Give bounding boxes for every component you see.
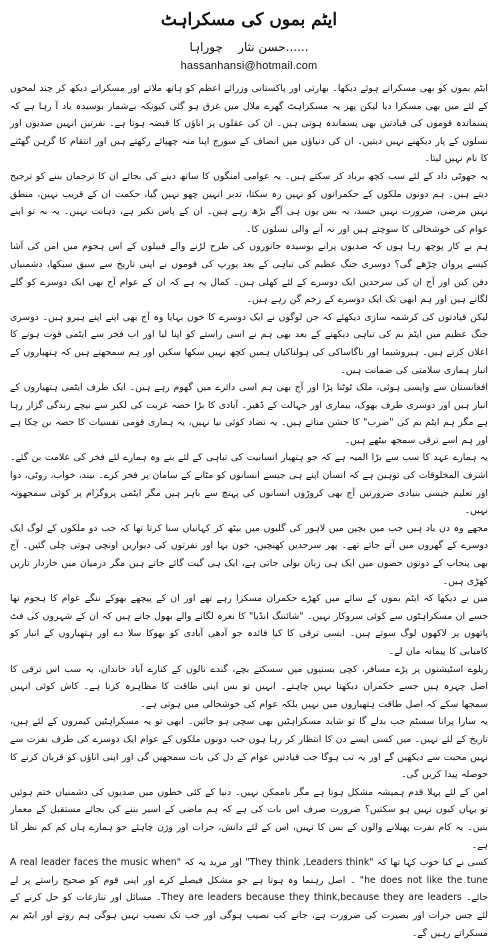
paragraph: افغانستان سے واپسی ہوئی، ملک ٹوٹنا پڑا اور آج بھی ہم اسی دائرے میں گھوم رہے ہیں۔ ایک طرف ایٹمی ہتھیاروں کے انبار ہیں اور دوسری طرف بھوک، بیماری اور جہالت کے ڈھیر۔ آبادی کا بڑا حصہ غربت کی لکیر سے نیچے زندگی گزار رہا ہے مگر ہم ایٹم بم کی "ضرب" کا جشن مناتے ہیں۔ یہ تضاد کوئی نیا نہیں، یہ ہماری قومی نفسیات کا حصہ بن چکا ہے اور ہم اسے ترقی سمجھ بیٹھے ہیں۔ bbox=[10, 382, 488, 446]
paragraph: میں نے دیکھا کہ ایٹم بموں کے سائے میں کھڑے حکمران مسکرا رہے تھے اور ان کے پیچھے بھوکے ننگے عوام کا ہجوم تھا جسے ان مسکراہٹوں سے کوئی سروکار نہیں۔ "شائننگ انڈیا" کا نعرہ لگانے والے بھول جاتے ہیں کہ ان کے شہروں کی فٹ پاتھوں پر لاکھوں لوگ سوتے ہیں۔ ایسی ترقی کا کیا فائدہ جو آدھی آبادی کو بھوکا سلا دے اور ہتھیاروں کے انبار کو کامیابی کا پیمانہ مان لے۔ bbox=[9, 593, 488, 657]
paragraph: کسی نے کیا خوب کہا تھا کہ "They think ,Leaders think" اور مزید یہ کہ "A real leader faces the music when he does not like the tune" ۔ اصل رہنما وہ ہوتا ہے جو مشکل فیصلے کرے اور اپنی قوم کو صحیح راستے پر لے جائے۔ They are leaders because they think,because they are leaders۔ مسائل اور تنازعات کو حل کرنے کے لئے جس جرات اور بصیرت کی ضرورت ہے، جانے کب نصیب ہوگی اور جب تک نصیب نہیں ہوگی ہم روتے اور ایٹم بم مسکراتے رہیں گے۔ bbox=[10, 857, 489, 939]
paragraph: لیکن قیادتوں کی کرشمہ سازی دیکھئے کہ جن لوگوں نے ایک دوسرے کا خون بہایا وہ آج بھی اپنے اپنے ہیرو ہیں۔ دوسری جنگ عظیم میں ایٹم بم کی تباہی دیکھنے کے بعد بھی ہم نے اسی راستے کو اپنا لیا اور اب فخر سے ایٹمی قوت ہونے کا اعلان کرتے ہیں۔ ہیروشیما اور ناگاساکی کی ہولناکیاں ہمیں کچھ نہیں سکھا سکیں اور ہم سمجھتے ہیں کہ ہتھیاروں کے انبار ہماری سلامتی کی ضمانت ہیں۔ bbox=[10, 311, 488, 376]
article-body bbox=[10, 80, 488, 942]
paragraph: یہ جھوٹی داد کے لئے سب کچھ برباد کر سکتے ہیں۔ یہ عوامی امنگوں کا ساتھ دینے کی بجائے ان کا ترجمان بننے کو ترجیح دیتے ہیں۔ ہم دونوں ملکوں کے حکمرانوں کو نہیں رہ سکتا، تدبر انہیں چھو نہیں گیا، حکمت ان کے قریب نہیں، منطق نہیں مرضی، ضرورت نہیں حسد، یہ بس یوں ہی آگے بڑھ رہے ہیں۔ ان کے پاس تکبر ہے، ذہانت نہیں۔ یہ نہ تو اپنے عوام کی خوشحالی کا سوچتے ہیں اور نہ آنے والی نسلوں کا۔ bbox=[10, 170, 488, 235]
paragraph: امن کے لئے پہلا قدم ہمیشہ مشکل ہوتا ہے مگر ناممکن نہیں۔ دنیا کے کئی خطوں میں صدیوں کی دشمنیاں ختم ہوئیں تو یہاں کیوں نہیں ہو سکتیں؟ ضرورت صرف اس بات کی ہے کہ ہم ماضی کے اسیر بننے کی بجائے مستقبل کے معمار بنیں۔ یہ کام نفرت پھیلانے والوں کے بس کا نہیں، اس کے لئے دانش، جرات اور وژن چاہئے جو ہمارے ہاں کم کم نظر آتا ہے۔ bbox=[10, 786, 488, 851]
author-email: hassanhansi@hotmail.com bbox=[180, 60, 318, 72]
article-title: ایٹم بموں کی مسکراہٹ bbox=[160, 10, 338, 30]
column-name: چوراہا...... bbox=[189, 40, 309, 54]
author-name: حسن نثار bbox=[238, 40, 286, 54]
paragraph: ہم بے کار پوچھ رہا ہوں کہ صدیوں پرانے بوسیدہ جانوروں کی طرح لڑنے والے قبیلوں کے اس ہجوم میں امن کی آشا کیسے پروان چڑھے گی؟ دوسری جنگ عظیم کی تباہی کے بعد یورپ کی قوموں نے اپنی تاریخ سے سبق سیکھا، دشمنیاں دفن کیں اور آج ان کی سرحدیں ایک دوسرے کے لئے کھلی ہیں۔ کمال یہ ہے کہ ان کے عوام آج بھی ایک دوسرے کو گلے لگاتے ہیں اور ہم ابھی تک ایک دوسرے کے زخم گن رہے ہیں۔ bbox=[10, 241, 488, 306]
paragraph: ایٹم بموں کو بھی مسکراتے ہوئے دیکھا۔ بھارتی اور پاکستانی وزرائے اعظم کو ہاتھ ملاتے اور مسکراتے دیکھ کر چند لمحوں کے لئے میں بھی مسکرا دیا لیکن پھر یہ مسکراہٹ گھرے ملال میں غرق ہو گئی کیونکہ بےشمار بوسیدہ یاد آ رہا ہے کہ پسماندہ قوموں کی قیادتیں بھی پسماندہ ہوتی ہیں۔ ان کی عقلوں پر اناؤں کا قبضہ ہوتا ہے۔ نفرتیں انہیں صدیوں اور نسلوں کے پار دیکھنے نہیں دیتیں۔ ان کی دنیاؤں میں انصاف کے سورج اپنا منہ چھپائے رکھتے ہیں اور انتقام کا گرہن گھٹنے کا نام نہیں لیتا۔ bbox=[10, 83, 488, 165]
byline bbox=[10, 38, 488, 56]
paragraph: مجھے وہ دن یاد ہیں جب میں بچپن میں لاہور کی گلیوں میں بیٹھ کر کہانیاں سنا کرتا تھا کہ جب دو ملکوں کے لوگ ایک دوسرے کے گھروں میں آتے جاتے تھے۔ پھر سرحدیں کھنچیں، خون بہا اور نفرتوں کی دیواریں اونچی ہوتی چلی گئیں۔ آج بھی پنجاب کے دونوں حصوں میں ایک ہی زبان بولی جاتی ہے، ایک ہی گیت گائے جاتے ہیں مگر درمیان میں خاردار تاریں کھڑی ہیں۔ bbox=[10, 522, 488, 587]
paragraph: یہ ہمارے عہد کا سب سے بڑا المیہ ہے کہ جو ہتھیار انسانیت کی تباہی کے لئے بنے وہ ہمارے لئے فخر کی علامت بن گئے۔ اشرف المخلوقات کی توہین ہے کہ انسان اپنے ہی جیسے انسانوں کو مٹانے کے سامان پر فخر کرے۔ نیند، خواب، روٹی، دوا اور تعلیم جیسی بنیادی ضرورتیں آج بھی کروڑوں انسانوں کی پہنچ سے باہر ہیں مگر ایٹمی پروگرام پر کوئی سمجھوتہ نہیں۔ bbox=[10, 452, 488, 517]
paragraph: یہ سارا پرانا سسٹم جب بدلے گا تو شاید مسکراہٹیں بھی سچی ہو جائیں۔ ابھی تو یہ مسکراہٹیں کیمروں کے لئے ہیں، تاریخ کے لئے نہیں۔ میں کسی ایسے دن کا انتظار کر رہا ہوں جب دونوں ملکوں کے عوام ایک دوسرے کی طرف نفرت سے نہیں محبت سے دیکھیں گے اور یہ تب ہوگا جب قیادتیں عوام کے دل کی بات سمجھیں گی اور اپنی اناؤں کو قربان کرنے کا حوصلہ پیدا کریں گی۔ bbox=[10, 716, 488, 781]
paragraph: ریلوے اسٹیشنوں پر پڑے مسافر، کچی بستیوں میں سسکتے بچے، گندے نالوں کے کنارے آباد خاندان، یہ سب اس ترقی کا اصل چہرہ ہیں جسے حکمران دیکھنا نہیں چاہتے۔ انہیں تو بس اپنی طاقت کا مظاہرہ کرنا ہے۔ کاش کوئی انہیں سمجھا سکے کہ اصل طاقت ہتھیاروں میں نہیں بلکہ عوام کی خوشحالی میں ہوتی ہے۔ bbox=[10, 663, 488, 710]
